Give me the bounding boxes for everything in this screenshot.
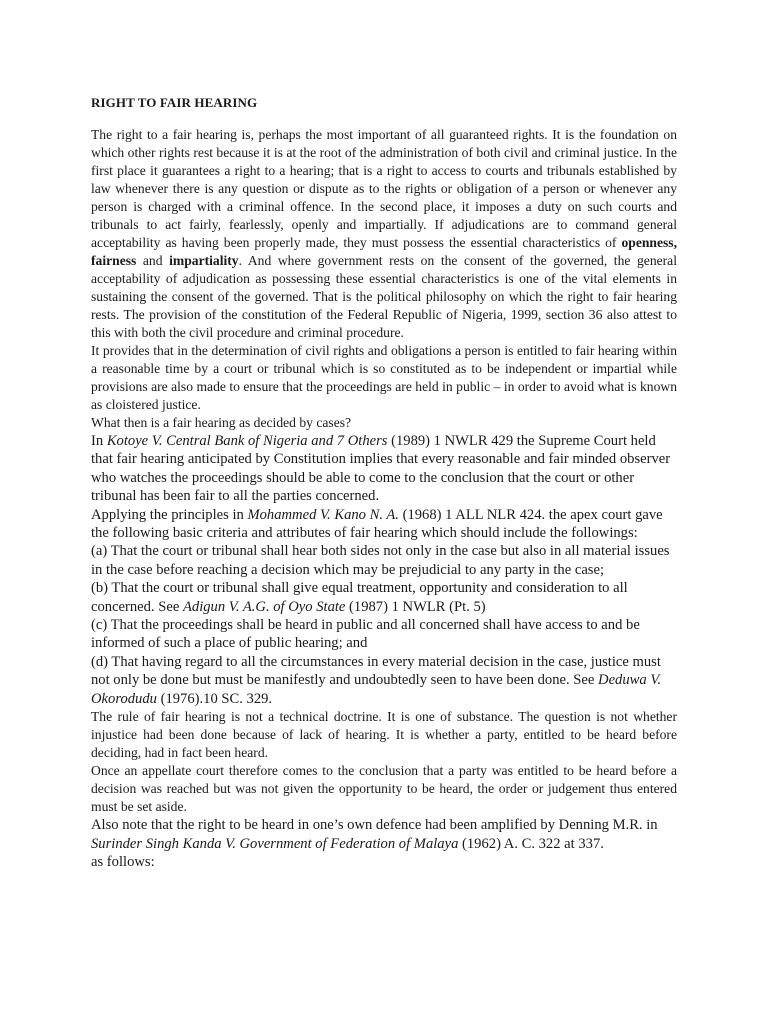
paragraph-intro (91, 126, 677, 342)
case-name-mohammed: Mohammed V. Kano N. A. (247, 506, 399, 523)
document-body (91, 94, 677, 871)
criteria-item-c: (c) That the proceedings shall be heard in public and all concerned shall have access to and be informed of such a place of public hearing; and (91, 617, 640, 652)
paragraph-as-follows: as follows: (91, 853, 155, 870)
paragraph-question: What then is a fair hearing as decided by cases? (91, 415, 352, 430)
paragraph-denning (91, 816, 677, 853)
case-name-kotoye: Kotoye V. Central Bank of Nigeria and 7 Others (106, 433, 388, 449)
paragraph-intro-continued: . And where government rests on the consent of the governed, the general acceptability of adjudication as possessing these essential characteristics is one of the vital elements in sustaining the consent of the governed. That is the political philosophy on which the right to fair hearing rests. The provision of the constitution of the Federal Republic of Nigeria, 1999, section 36 also attest to this with both the civil procedure and criminal procedure. (91, 253, 677, 340)
item-d-cite: (1976).10 SC. 329. (156, 690, 273, 707)
mohammed-text: (1968) 1 ALL NLR 424. the apex court gave the following basic criteria and attributes of fair hearing which should include the followings: (91, 506, 663, 542)
paragraph-mohammed (91, 506, 677, 543)
paragraph-substance: The rule of fair hearing is not a technical doctrine. It is one of substance. The question is not whether injustice had been done because of lack of hearing. It is whether a party, entitled to be heard before deciding, had in fact been heard. (91, 709, 677, 761)
criteria-item-d (91, 653, 677, 708)
kotoye-pre: In (91, 433, 107, 449)
item-b-text: (b) That the court or tribunal shall give equal treatment, opportunity and consideration to all concerned. See (91, 580, 628, 615)
case-name-kanda: Surinder Singh Kanda V. Government of Federation of Malaya (91, 835, 459, 852)
case-name-deduwa: Deduwa V. Okorodudu (91, 672, 662, 707)
paragraph-intro-text: The right to a fair hearing is, perhaps the most important of all guaranteed rights. It is the foundation on which other rights rest because it is at the root of the administration of both civil and criminal justice. In the first place it guarantees a right to a hearing; that is a right to access to courts and tribunals established by law whenever there is any question or dispute as to the rights or obligation of a person or whenever any person is charged with a criminal offence. In the second place, it imposes a duty on such courts and tribunals to act fairly, fearlessly, openly and impartially. If adjudications are to command general acceptability as having been properly made, they must possess the essential characteristics of (91, 127, 677, 250)
conjunction-and: and (136, 253, 170, 268)
item-d-text: (d) That having regard to all the circumstances in every material decision in the case, justice must not only be done but must be manifestly and undoubtedly seen to have been done. See (91, 653, 661, 689)
document-title: RIGHT TO FAIR HEARING (91, 95, 258, 110)
item-b-cite: (1987) 1 NWLR (Pt. 5) (345, 598, 486, 615)
case-name-adigun: Adigun V. A.G. of Oyo State (182, 598, 346, 615)
criteria-item-b (91, 579, 677, 616)
criteria-item-a: (a) That the court or tribunal shall hear both sides not only in the case but also in all material issues in the case before reaching a decision which may be prejudicial to any party in the case; (91, 543, 670, 578)
mohammed-pre: Applying the principles in (91, 506, 248, 523)
paragraph-provision: It provides that in the determination of civil rights and obligations a person is entitled to fair hearing within a reasonable time by a court or tribunal which is so constituted as to be independent or impartial while provisions are also made to ensure that the proceedings are held in public – in order to avoid what is known as cloistered justice. (91, 343, 677, 412)
denning-text: Also note that the right to be heard in one’s own defence had been amplified by Denning M.R. in (91, 817, 658, 834)
paragraph-kotoye (91, 432, 677, 506)
paragraph-appellate: Once an appellate court therefore comes to the conclusion that a party was entitled to be heard before a decision was reached but was not given the opportunity to be heard, the order or judgement thus entered must be set aside. (91, 763, 677, 815)
kotoye-text: (1989) 1 NWLR 429 the Supreme Court held that fair hearing anticipated by Constitution implies that every reasonable and fair minded observer who watches the proceedings should be able to come to the conclusion that the court or other tribunal has been fair to all the parties concerned. (91, 433, 671, 505)
emphasis-impartiality: impartiality (169, 253, 239, 268)
emphasis-openness-fairness: openness, fairness (91, 235, 677, 268)
denning-cite: (1962) A. C. 322 at 337. (458, 835, 604, 852)
